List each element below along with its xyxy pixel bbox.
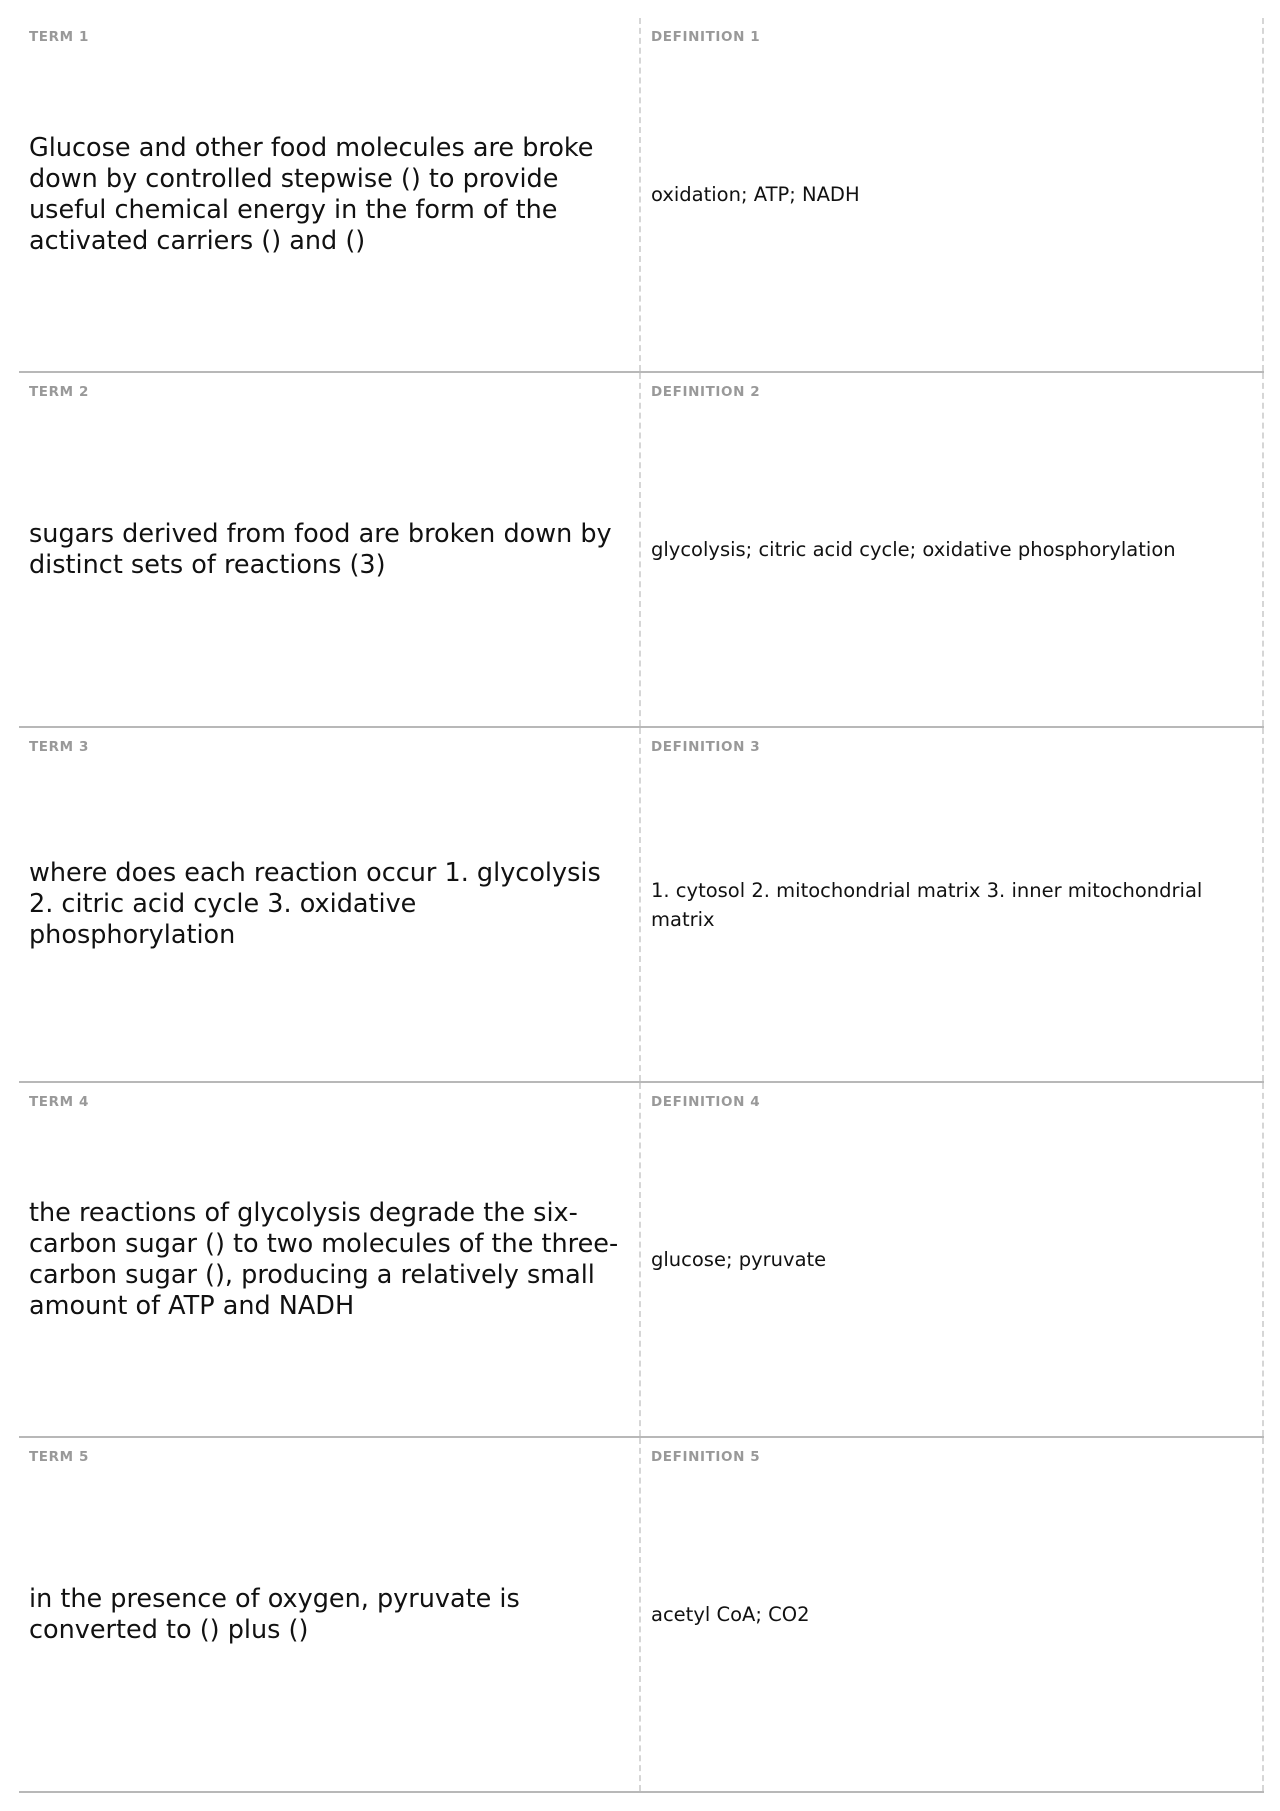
definition-text: 1. cytosol 2. mitochondrial matrix 3. inner mitochondrial matrix <box>651 878 1203 931</box>
definition-cell <box>641 1083 1264 1436</box>
definition-content <box>651 1083 1252 1436</box>
definition-content <box>651 18 1252 371</box>
card-row <box>19 18 1264 373</box>
term-content <box>29 373 629 726</box>
term-content <box>29 728 629 1081</box>
definition-text: glucose; pyruvate <box>651 1248 827 1271</box>
term-label: TERM 1 <box>29 29 89 45</box>
term-label: TERM 4 <box>29 1094 89 1110</box>
definition-cell <box>641 728 1264 1081</box>
term-label: TERM 2 <box>29 384 89 400</box>
term-text: in the presence of oxygen, pyruvate is converted to () plus () <box>29 1583 520 1645</box>
card-row <box>19 373 1264 728</box>
term-cell <box>19 1438 641 1791</box>
term-content <box>29 1438 629 1791</box>
term-label: TERM 5 <box>29 1449 89 1465</box>
definition-cell <box>641 1438 1264 1791</box>
card-row <box>19 1083 1264 1438</box>
definition-label: DEFINITION 1 <box>651 29 761 45</box>
term-cell <box>19 373 641 726</box>
definition-cell <box>641 373 1264 726</box>
card-row <box>19 728 1264 1083</box>
term-text: sugars derived from food are broken down by distinct sets of reactions (3) <box>29 518 612 580</box>
definition-text: acetyl CoA; CO2 <box>651 1603 810 1626</box>
term-cell <box>19 1083 641 1436</box>
definition-label: DEFINITION 4 <box>651 1094 761 1110</box>
term-cell <box>19 18 641 371</box>
term-text: where does each reaction occur 1. glycolysis 2. citric acid cycle 3. oxidative phosphorylation <box>29 858 601 950</box>
definition-label: DEFINITION 3 <box>651 739 761 755</box>
definition-label: DEFINITION 5 <box>651 1449 761 1465</box>
definition-content <box>651 373 1252 726</box>
term-content <box>29 18 629 371</box>
flashcard-sheet <box>19 18 1264 1793</box>
definition-content <box>651 728 1252 1081</box>
definition-text: glycolysis; citric acid cycle; oxidative phosphorylation <box>651 538 1176 561</box>
definition-content <box>651 1438 1252 1791</box>
term-text: the reactions of glycolysis degrade the six-carbon sugar () to two molecules of the three-carbon sugar (), producing a relatively small amount of ATP and NADH <box>29 1197 619 1321</box>
term-label: TERM 3 <box>29 739 89 755</box>
term-content <box>29 1083 629 1436</box>
definition-label: DEFINITION 2 <box>651 384 761 400</box>
card-row <box>19 1438 1264 1793</box>
term-cell <box>19 728 641 1081</box>
definition-text: oxidation; ATP; NADH <box>651 183 860 206</box>
term-text: Glucose and other food molecules are broke down by controlled stepwise () to provide useful chemical energy in the form of the activated carriers () and () <box>29 132 594 256</box>
definition-cell <box>641 18 1264 371</box>
